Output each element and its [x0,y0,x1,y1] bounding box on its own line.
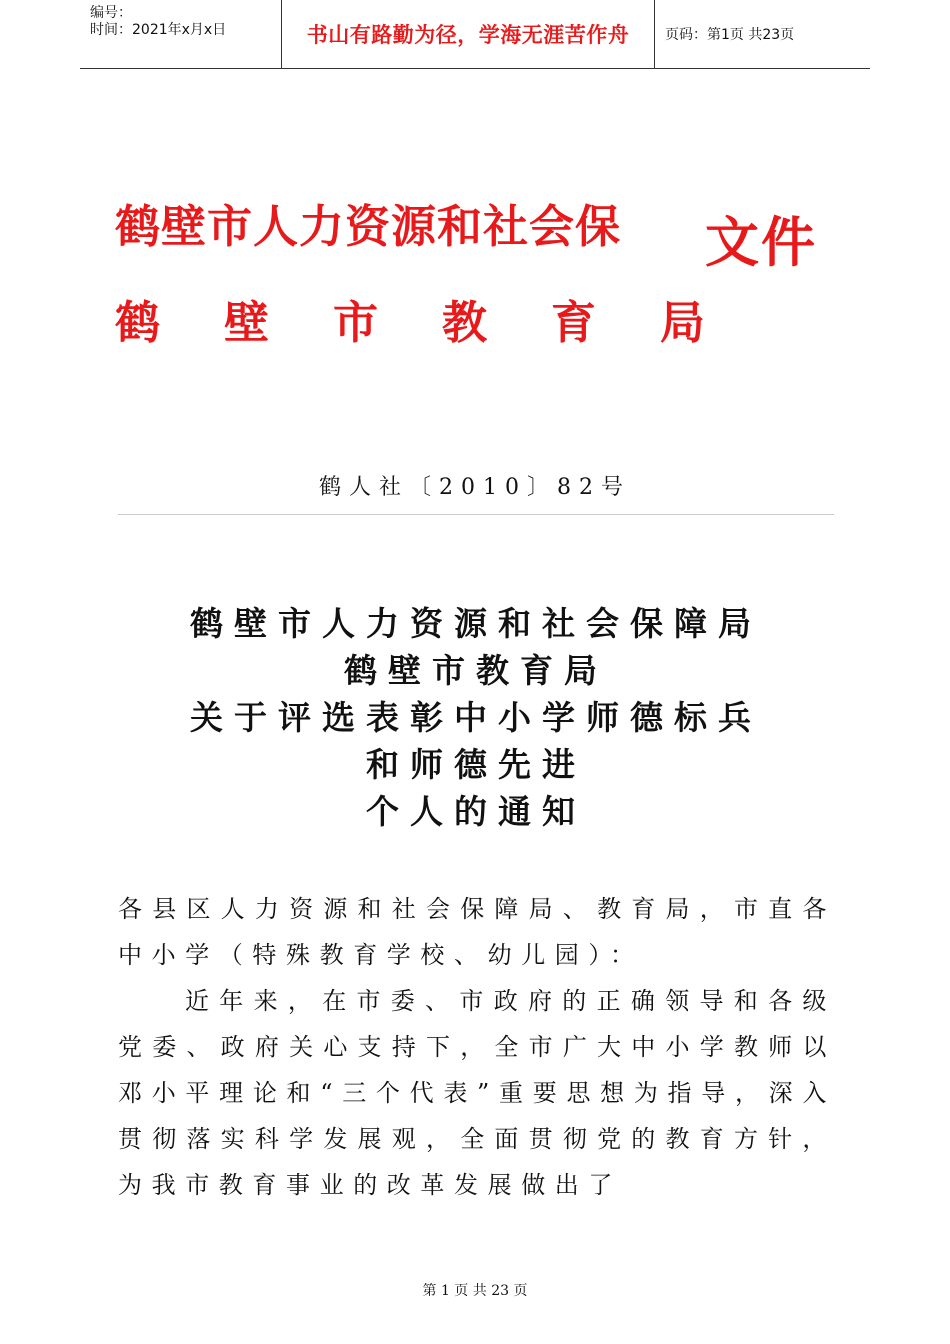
issuing-organizations [115,190,835,360]
header-left-cell [80,0,281,68]
org-char: 壁 [223,296,269,349]
org-char: 市 [332,296,378,349]
title-line: 个人的通知 [366,792,586,831]
document-number: 鹤人社〔2010〕82号 [319,475,631,500]
motto: 书山有路勤为径，学海无涯苦作舟 [306,23,630,47]
org-char: 教 [441,296,487,349]
title-line: 鹤壁市教育局 [344,651,608,690]
document-title [118,600,834,835]
number-label: 编号： [90,5,132,21]
time-label: 时间：2021年x月x日 [90,22,227,38]
title-line: 鹤壁市人力资源和社会保障局 [190,604,762,643]
divider-line [118,514,834,515]
header-table [80,0,870,69]
org-name-line2 [115,286,705,351]
doc-type-label: 文件 [705,210,817,274]
org-char: 育 [550,296,596,349]
title-line: 关于评选表彰中小学师德标兵 [190,698,762,737]
header-motto-cell [281,0,655,68]
page-footer: 第 1 页 共 23 页 [422,1283,528,1299]
body-text [118,886,836,1208]
header-page-cell [655,0,870,68]
org-char: 鹤 [115,296,161,349]
salutation: 各县区人力资源和社会保障局、教育局，市直各中小学（特殊教育学校、幼儿园）： [118,895,836,969]
page-label: 页码：第1页 共23页 [665,27,795,43]
title-line: 和师德先进 [366,745,586,784]
org-name-line1: 鹤壁市人力资源和社会保 [115,200,622,253]
org-char: 局 [659,296,705,349]
body-paragraph: 近年来，在市委、市政府的正确领导和各级党委、政府关心支持下，全市广大中小学教师以邓小平理论和“三个代表”重要思想为指导，深入贯彻落实科学发展观，全面贯彻党的教育方针，为我市教育事业的改革发展做出了 [118,987,836,1199]
